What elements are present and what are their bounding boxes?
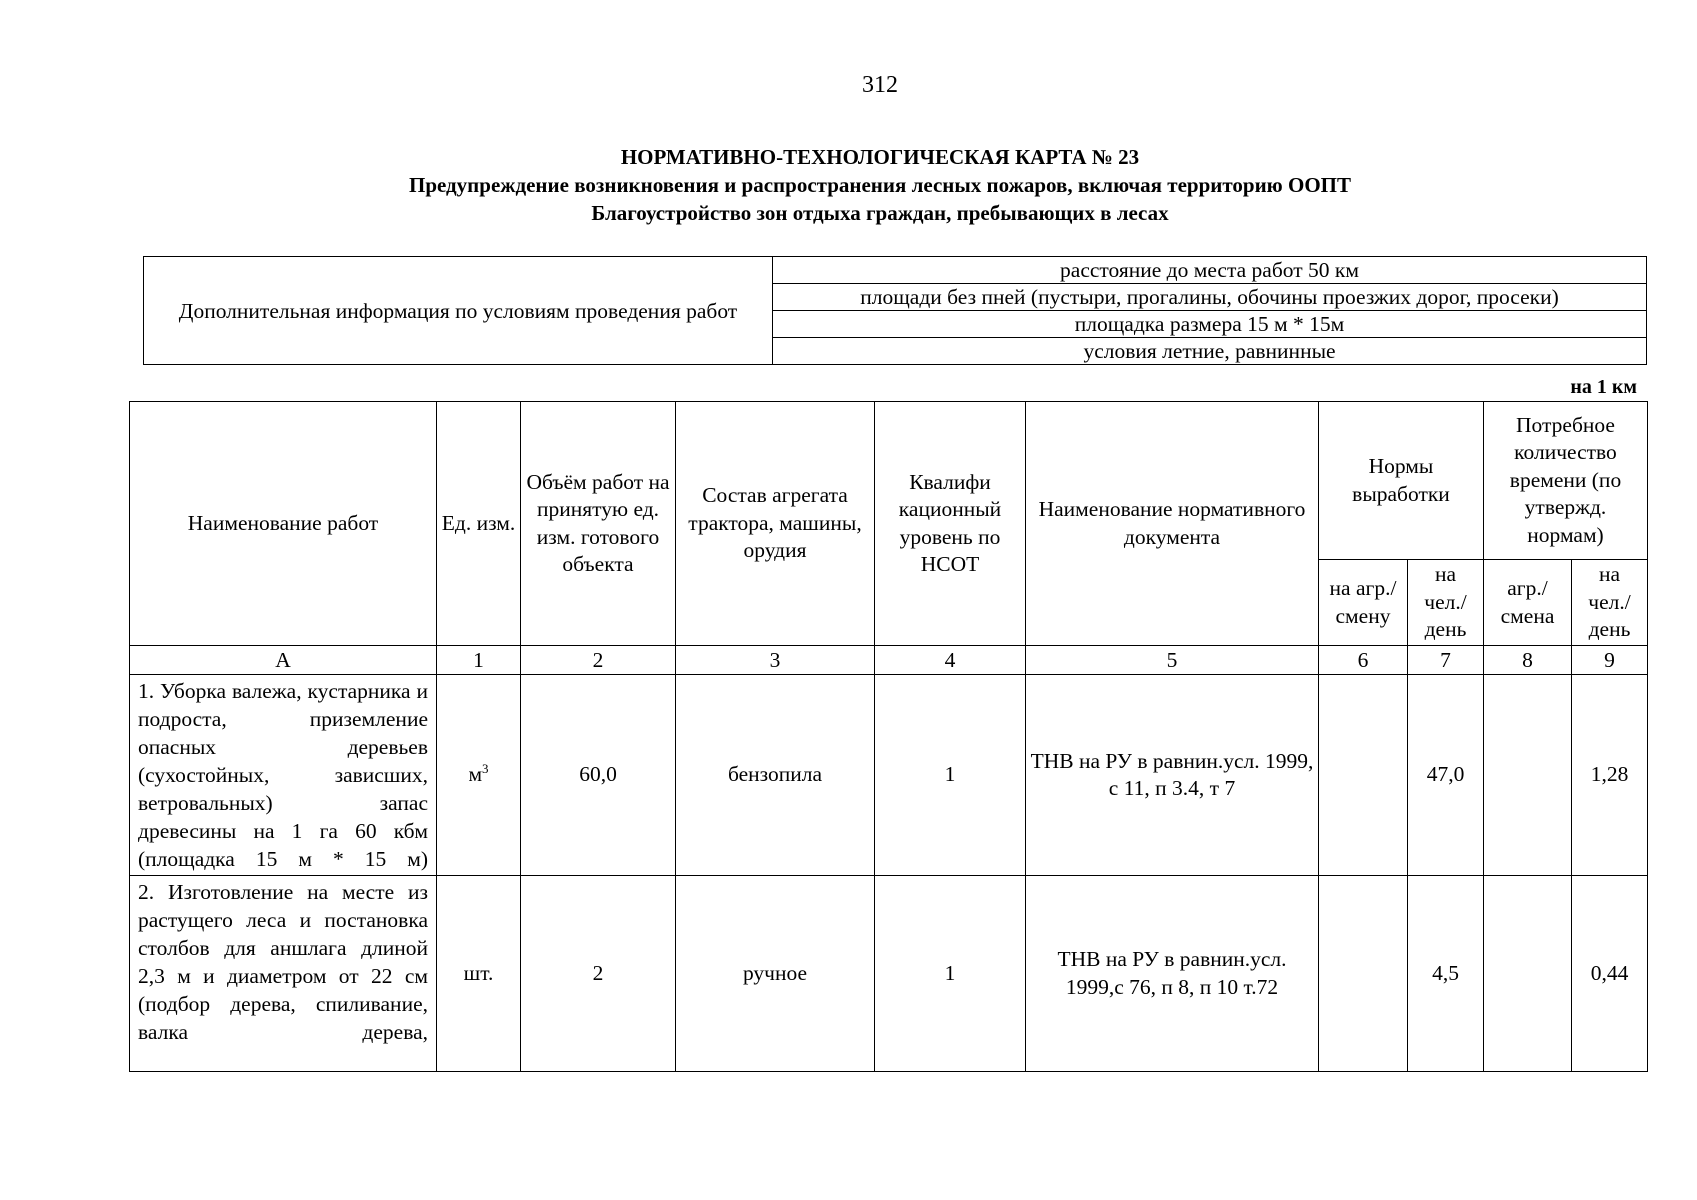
column-number: 2 <box>521 646 676 675</box>
condition-plot-size: площадка размера 15 м * 15м <box>773 311 1647 338</box>
time-man-cell: 1,28 <box>1572 675 1648 876</box>
column-number: 8 <box>1484 646 1572 675</box>
document-subtitle: Предупреждение возникновения и распространения лесных пожаров, включая территорию ООПТ <box>408 173 1351 197</box>
time-agr-cell <box>1484 876 1572 1072</box>
column-number: 6 <box>1319 646 1408 675</box>
title-block <box>0 143 1697 227</box>
column-number: 3 <box>676 646 875 675</box>
unit-text: м <box>468 762 483 787</box>
header-time-agr: агр./ смена <box>1484 560 1572 646</box>
header-document: Наименование нормативного документа <box>1026 402 1319 646</box>
qualification-cell: 1 <box>875 675 1026 876</box>
unit-text: шт. <box>463 960 494 985</box>
volume-cell: 2 <box>521 876 676 1072</box>
header-unit: Ед. изм. <box>437 402 521 646</box>
time-agr-cell <box>1484 675 1572 876</box>
conditions-table <box>143 256 1647 365</box>
unit-cell <box>437 876 521 1072</box>
column-number: 5 <box>1026 646 1319 675</box>
document-title: НОРМАТИВНО-ТЕХНОЛОГИЧЕСКАЯ КАРТА № 23 <box>620 145 1140 169</box>
header-time-man: на чел./ день <box>1572 560 1648 646</box>
header-norms: Нормы выработки <box>1319 402 1484 560</box>
volume-cell: 60,0 <box>521 675 676 876</box>
page-number: 312 <box>862 72 898 98</box>
norm-agr-cell <box>1319 876 1408 1072</box>
header-norms-man: на чел./ день <box>1408 560 1484 646</box>
work-name-cell: 1. Уборка валежа, кустарника и подроста, приземление опасных деревьев (сухостойных, зависших, ветровальных) запас древесины на 1 га 60 кбм (площадка 15 м * 15 м) <box>130 675 437 876</box>
unit-note: на 1 км <box>1570 376 1637 398</box>
column-number: 4 <box>875 646 1026 675</box>
header-time: Потребное количество времени (по утвержд. нормам) <box>1484 402 1648 560</box>
table-row <box>130 876 1648 1072</box>
header-norms-agr: на агр./ смену <box>1319 560 1408 646</box>
conditions-label: Дополнительная информация по условиям проведения работ <box>144 257 773 365</box>
composition-cell: ручное <box>676 876 875 1072</box>
work-name-cell: 2. Изготовление на месте из растущего леса и постановка столбов для аншлага длиной 2,3 м и диаметром от 22 см (подбор дерева, спиливание, валка дерева, <box>130 876 437 1072</box>
column-number-row <box>130 646 1648 675</box>
column-number: 9 <box>1572 646 1648 675</box>
unit-superscript: 3 <box>482 761 489 777</box>
document-cell: ТНВ на РУ в равнин.усл. 1999, с 11, п 3.4, т 7 <box>1026 675 1319 876</box>
condition-area-type: площади без пней (пустыри, прогалины, обочины проезжих дорог, просеки) <box>773 284 1647 311</box>
norm-agr-cell <box>1319 675 1408 876</box>
document-cell: ТНВ на РУ в равнин.усл. 1999,с 76, п 8, п 10 т.72 <box>1026 876 1319 1072</box>
header-work-name: Наименование работ <box>130 402 437 646</box>
composition-cell: бензопила <box>676 675 875 876</box>
norm-man-cell: 47,0 <box>1408 675 1484 876</box>
document-subtitle-2: Благоустройство зон отдыха граждан, пребывающих в лесах <box>591 201 1169 225</box>
column-number: А <box>130 646 437 675</box>
unit-cell <box>437 675 521 876</box>
column-number: 1 <box>437 646 521 675</box>
condition-season: условия летние, равнинные <box>773 338 1647 365</box>
header-composition: Состав агрегата трактора, машины, орудия <box>676 402 875 646</box>
header-volume: Объём работ на принятую ед. изм. готового объекта <box>521 402 676 646</box>
table-row <box>130 675 1648 876</box>
header-qualification: Квалифи кационный уровень по НСОТ <box>875 402 1026 646</box>
column-number: 7 <box>1408 646 1484 675</box>
work-norms-table <box>129 401 1648 1072</box>
time-man-cell: 0,44 <box>1572 876 1648 1072</box>
norm-man-cell: 4,5 <box>1408 876 1484 1072</box>
qualification-cell: 1 <box>875 876 1026 1072</box>
condition-distance: расстояние до места работ 50 км <box>773 257 1647 284</box>
